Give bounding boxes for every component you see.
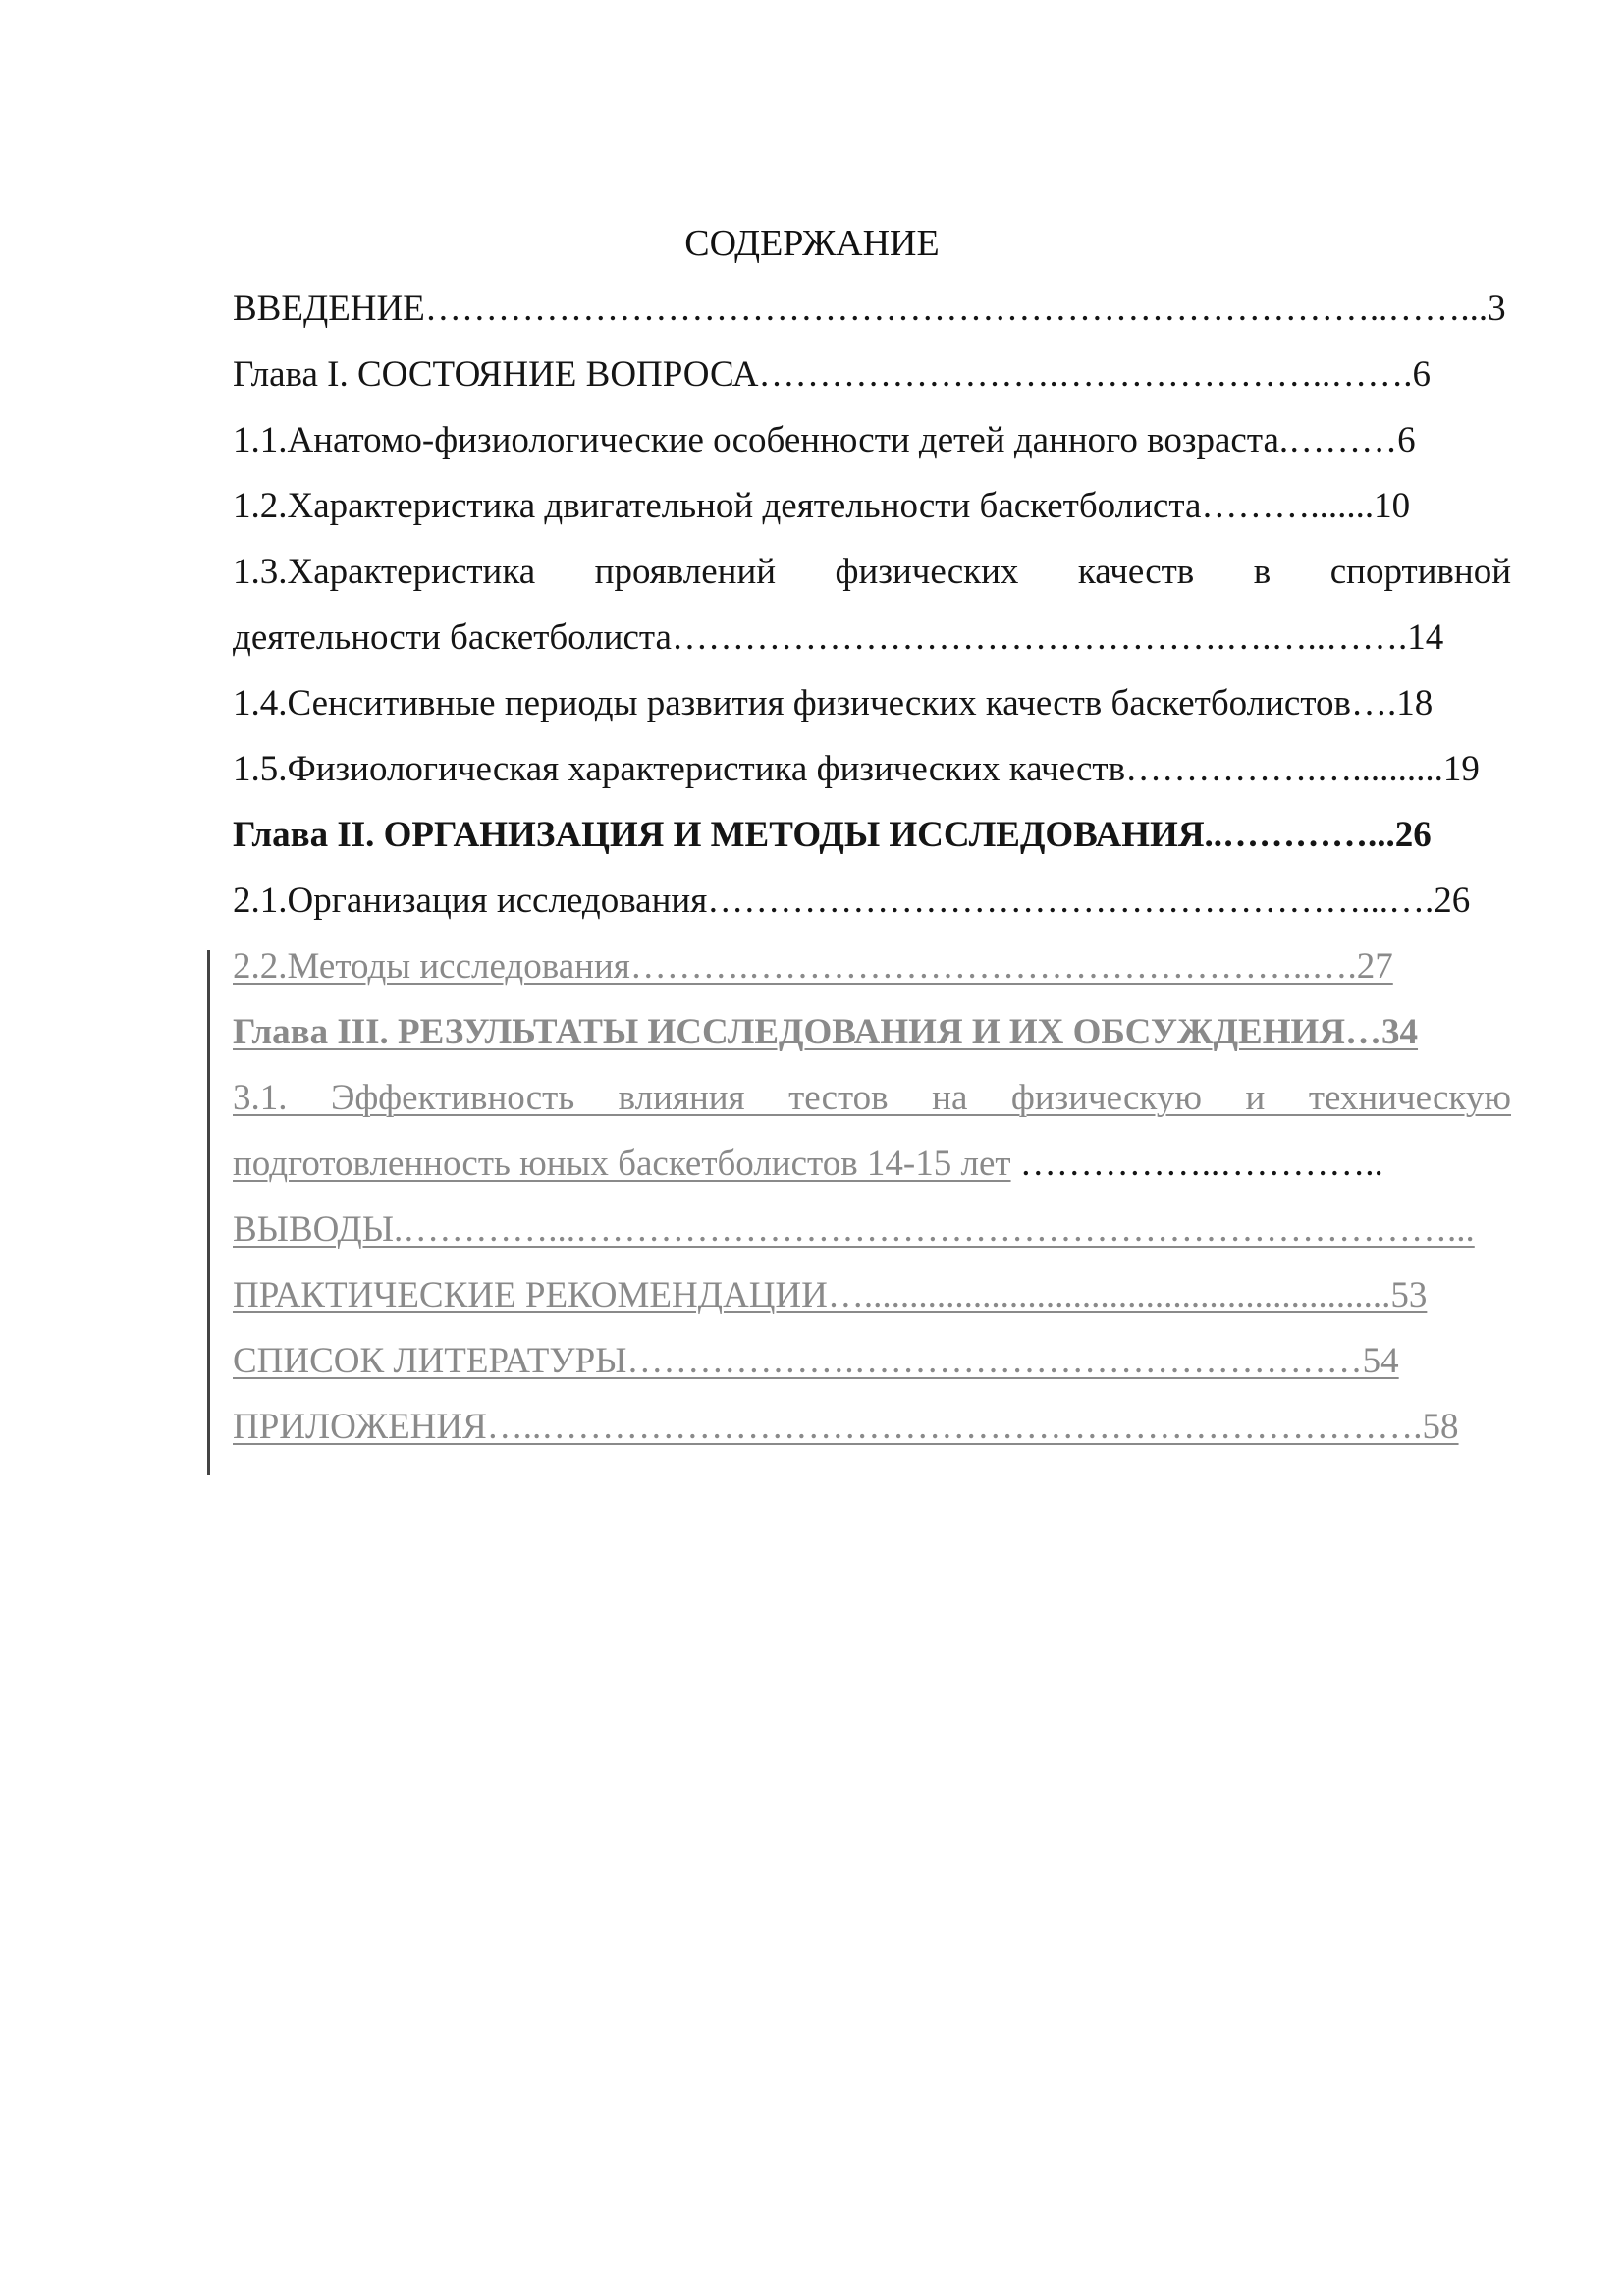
toc-entry-appendices[interactable]: ПРИЛОЖЕНИЯ…..……………………………………………………………….58 (233, 1407, 1459, 1447)
toc-entry-1-1[interactable]: 1.1.Анатомо-физиологические особенности детей данного возраста.………6 (233, 420, 1416, 460)
toc-entry-2-1[interactable]: 2.1.Организация исследования………………………………………………...….26 (233, 881, 1471, 921)
toc-entry-introduction[interactable]: ВВЕДЕНИЕ……………………………………………………………………..……...3 (233, 289, 1506, 329)
toc-entry-1-3-line-1[interactable]: 1.3.Характеристика проявлений физических качеств в спортивной (233, 552, 1511, 592)
toc-entry-recommendations[interactable]: ПРАКТИЧЕСКИЕ РЕКОМЕНДАЦИИ…..........................................................53 (233, 1275, 1428, 1315)
toc-entry-2-2[interactable]: 2.2.Методы исследования……….………………………………………..….27 (233, 946, 1393, 987)
toc-entry-1-2[interactable]: 1.2.Характеристика двигательной деятельности баскетболиста……….......10 (233, 486, 1411, 526)
toc-entry-3-1-leader: ……………..………….. (1010, 1144, 1383, 1184)
toc-entry-3-1-text: подготовленность юных баскетболистов 14-15 лет (233, 1144, 1011, 1184)
revision-change-bar (207, 950, 210, 1475)
toc-entry-1-4[interactable]: 1.4.Сенситивные периоды развития физических качеств баскетболистов….18 (233, 683, 1434, 723)
toc-entry-chapter-2[interactable]: Глава II. ОРГАНИЗАЦИЯ И МЕТОДЫ ИССЛЕДОВАНИЯ..…………...26 (233, 815, 1432, 855)
toc-entry-3-1-line-1[interactable]: 3.1. Эффективность влияния тестов на физическую и техническую (233, 1078, 1511, 1118)
toc-entry-chapter-1[interactable]: Глава I. СОСТОЯНИЕ ВОПРОСА…………………….…………………..…….6 (233, 354, 1432, 395)
toc-title: СОДЕРЖАНИЕ (684, 223, 940, 264)
toc-entry-1-5[interactable]: 1.5.Физиологическая характеристика физических качеств…………….…..........19 (233, 749, 1480, 789)
toc-entry-conclusions[interactable]: ВЫВОДЫ.…………...………………………………………………………………... (233, 1209, 1475, 1250)
toc-entry-3-1-line-2[interactable] (233, 1131, 1511, 1197)
toc-entry-references[interactable]: СПИСОК ЛИТЕРАТУРЫ……………….……………………………………54 (233, 1341, 1399, 1381)
toc-entry-1-3-line-2[interactable]: деятельности баскетболиста……………………………………….….…..…….14 (233, 617, 1444, 658)
toc-entry-chapter-3[interactable]: Глава III. РЕЗУЛЬТАТЫ ИССЛЕДОВАНИЯ И ИХ ОБСУЖДЕНИЯ…34 (233, 1012, 1419, 1052)
